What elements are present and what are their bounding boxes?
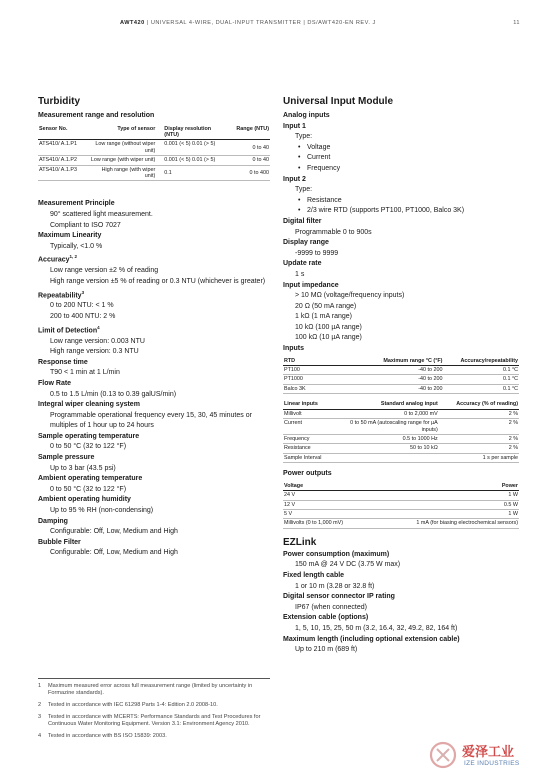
spec-value: Low range version: 0.003 NTU <box>50 337 145 345</box>
cell: -40 to 200 <box>349 384 443 393</box>
spec-value: IP67 (when connected) <box>295 603 367 611</box>
col-header: Linear inputs <box>283 400 344 409</box>
cell: 50 to 10 kΩ <box>344 444 438 453</box>
cell: Millivolts (0 to 1,000 mV) <box>283 519 377 528</box>
spec-value: Up to 3 bar (43.5 psi) <box>50 464 116 472</box>
spec-value: Up to 210 m (689 ft) <box>295 646 358 654</box>
spec-heading: Accuracy$^{1, 2}$ <box>38 254 78 264</box>
spec-heading: Power consumption (maximum) <box>283 550 390 558</box>
ezlink-specs <box>283 550 519 656</box>
spec-heading: Maximum Linearity <box>38 232 102 240</box>
cell: Current <box>283 419 344 435</box>
cell: -40 to 200 <box>349 375 443 384</box>
impedance-value: 1 kΩ (1 mA range) <box>295 313 352 321</box>
spec-heading: Limit of Detection$^4$ <box>38 324 100 334</box>
cell: Frequency <box>283 434 344 443</box>
cell: 12 V <box>283 500 377 509</box>
table-row <box>283 419 519 435</box>
spec-heading: Extension cable (options) <box>283 614 369 622</box>
cell-type: Low range (with wiper unit) <box>90 157 156 164</box>
spec-value: Low range version ±2 % of reading <box>50 267 159 275</box>
table-row <box>283 375 519 384</box>
table-row <box>283 491 519 500</box>
input1-type-item: • Voltage <box>283 143 519 154</box>
header-title: | UNIVERSAL 4-WIRE, DUAL-INPUT TRANSMITTER | DS/AWT420-EN REV. J <box>144 20 376 26</box>
cell: 0.1 °C <box>443 384 519 393</box>
spec-heading: Measurement Principle <box>38 200 115 208</box>
input2-type-item: • 2/3 wire RTD (supports PT100, PT1000, Balco 3K) <box>283 206 519 217</box>
input-impedance-heading: Input impedance <box>283 281 339 289</box>
spec-value: Compliant to ISO 7027 <box>50 221 121 229</box>
footnote <box>38 702 270 709</box>
cell: 2 % <box>439 409 519 418</box>
turbidity-specs <box>38 199 270 559</box>
table-row <box>283 409 519 418</box>
footnote <box>38 733 270 740</box>
cell: 2 % <box>439 434 519 443</box>
cell: 0 to 2,000 mV <box>344 409 438 418</box>
table-row <box>283 509 519 518</box>
cell: 2 % <box>439 444 519 453</box>
col-header: RTD <box>283 357 349 366</box>
page-header <box>120 20 520 26</box>
cell: 1 W <box>377 509 519 518</box>
spec-value: 90° scattered light measurement. <box>50 211 153 219</box>
footnote-text: Tested in accordance with MCERTS: Performance Standards and Test Procedures for Continuous Water Monitoring Equipment. Version 3.1: Environment Agency 2010. <box>48 714 261 727</box>
footnote <box>38 683 270 697</box>
input1-type-item: • Frequency <box>283 164 519 175</box>
table-row <box>283 500 519 509</box>
impedance-value: 100 kΩ (10 µA range) <box>295 334 362 342</box>
col-header: Maximum range °C (°F) <box>349 357 443 366</box>
spec-value: 200 to 400 NTU: 2 % <box>50 313 116 321</box>
spec-value: High range version ±5 % of reading or 0.3 NTU (whichever is greater) <box>50 277 266 285</box>
spec-heading: Digital sensor connector IP rating <box>283 593 395 601</box>
cell: 24 V <box>283 491 377 500</box>
table-row <box>38 140 270 156</box>
spec-heading: Flow Rate <box>38 379 72 387</box>
col-header: Display resolution (NTU) <box>156 125 216 140</box>
spec-heading: Sample pressure <box>38 454 95 462</box>
table-row <box>38 165 270 181</box>
spec-heading: Maximum length (including optional extension cable) <box>283 635 460 643</box>
col-header: Accuracy (% of reading) <box>439 400 519 409</box>
cell: PT1000 <box>283 375 349 384</box>
cell: 0.5 to 1000 Hz <box>344 434 438 443</box>
footnote-number: 3 <box>38 714 42 720</box>
spec-value: 0.5 to 1.5 L/min (0.13 to 0.39 galUS/min) <box>50 390 177 398</box>
header-product: AWT420 <box>120 20 145 26</box>
spec-heading: Ambient operating humidity <box>38 496 131 504</box>
display-range-heading: Display range <box>283 239 329 247</box>
table-row <box>283 519 519 528</box>
col-header: Accuracy/repeatability <box>443 357 519 366</box>
turbidity-table <box>38 125 270 182</box>
spec-heading: Fixed length cable <box>283 571 345 579</box>
spec-heading: Ambient operating temperature <box>38 475 143 483</box>
uim-title: Universal Input Module <box>283 96 394 107</box>
cell: Resistance <box>283 444 344 453</box>
col-header: Standard analog input <box>344 400 438 409</box>
spec-heading: Damping <box>38 517 68 525</box>
footnote-number: 2 <box>38 702 42 708</box>
cell: 1 W <box>377 491 519 500</box>
cell-resolution: 0.001 (< 5) 0.01 (> 5) <box>156 156 216 165</box>
cell-sensor: ATS410/ A.1.P1 <box>38 140 89 156</box>
cell: 1 mA (for biasing electrochemical sensors) <box>377 519 519 528</box>
power-outputs-heading: Power outputs <box>283 470 332 478</box>
spec-value: 150 mA @ 24 V DC (3.75 W max) <box>295 561 401 569</box>
cell: 5 V <box>283 509 377 518</box>
spec-value: 1 or 10 m (3.28 or 32.8 ft) <box>295 582 375 590</box>
cell-resolution: 0.1 <box>156 165 216 181</box>
cell: PT100 <box>283 366 349 375</box>
digital-filter-value: Programmable 0 to 900s <box>295 228 372 236</box>
footnote-text: Tested in accordance with IEC 61298 Parts 1-4: Edition 2.0 2008-10. <box>48 702 218 708</box>
impedance-value: 20 Ω (50 mA range) <box>295 302 357 310</box>
footnote-number: 1 <box>38 683 42 689</box>
spec-value: Programmable operational frequency every 15, 30, 45 minutes or multiples of 1 hour up to 24 hours <box>50 411 252 430</box>
cell-range: 0 to 40 <box>217 140 270 156</box>
cell: 0.5 W <box>377 500 519 509</box>
left-column <box>38 96 270 559</box>
watermark-en: IZE INDUSTRIES <box>464 760 520 767</box>
cell-sensor: ATS410/ A.1.P3 <box>38 165 89 181</box>
footnote-number: 4 <box>38 733 42 739</box>
cell <box>344 453 438 462</box>
watermark-cn: 爱泽工业 <box>462 745 515 760</box>
spec-value: 0 to 50 °C (32 to 122 °F) <box>50 443 127 451</box>
table-row <box>283 434 519 443</box>
cell: 0.1 °C <box>443 375 519 384</box>
footnote-text: Tested in accordance with BS ISO 15839: 2003. <box>48 733 167 739</box>
footnote <box>38 714 270 728</box>
update-rate-heading: Update rate <box>283 260 322 268</box>
col-header: Type of sensor <box>89 125 156 140</box>
linear-inputs-table <box>283 400 519 463</box>
page-number: 11 <box>513 20 520 26</box>
display-range-value: -9999 to 9999 <box>295 249 339 257</box>
cell: Millivolt <box>283 409 344 418</box>
spec-value: Up to 95 % RH (non-condensing) <box>50 507 154 515</box>
cell: 1 s per sample <box>439 453 519 462</box>
ize-logo-icon <box>428 740 458 770</box>
spec-value: Configurable: Off, Low, Medium and High <box>50 549 178 557</box>
turbidity-table-title: Measurement range and resolution <box>38 112 155 119</box>
cell-resolution: 0.001 (< 5) 0.01 (> 5) <box>156 140 216 156</box>
cell-range: 0 to 40 <box>217 156 270 165</box>
impedance-value: > 10 MΩ (voltage/frequency inputs) <box>295 292 405 300</box>
spec-heading: Bubble Filter <box>38 538 81 546</box>
cell-sensor: ATS410/ A.1.P2 <box>38 156 89 165</box>
cell: Balco 3K <box>283 384 349 393</box>
spec-heading: Sample operating temperature <box>38 432 140 440</box>
rtd-table <box>283 357 519 395</box>
cell: -40 to 200 <box>349 366 443 375</box>
analog-inputs-heading: Analog inputs <box>283 112 330 119</box>
right-column <box>283 96 519 656</box>
impedance-value: 10 kΩ (100 µA range) <box>295 323 362 331</box>
input2-heading: Input 2 <box>283 175 306 183</box>
spec-heading: Repeatability$^3$ <box>38 289 85 299</box>
cell-type: Low range (without wiper unit) <box>89 140 156 156</box>
col-header: Sensor No. <box>38 125 89 140</box>
ezlink-title: EZLink <box>283 536 317 548</box>
spec-value: 0 to 200 NTU: < 1 % <box>50 302 114 310</box>
cell-type: High range (with wiper unit) <box>89 165 156 181</box>
power-outputs-table <box>283 482 519 529</box>
cell: 0.1 °C <box>443 366 519 375</box>
inputs-heading: Inputs <box>283 345 304 353</box>
spec-value: High range version: 0.3 NTU <box>50 348 139 356</box>
turbidity-title: Turbidity <box>38 96 81 107</box>
spec-heading: Response time <box>38 358 88 366</box>
spec-value: 0 to 50 °C (32 to 122 °F) <box>50 485 127 493</box>
input1-heading: Input 1 <box>283 122 306 130</box>
spec-value: T90 < 1 min at 1 L/min <box>50 369 120 377</box>
input2-type-item: • Resistance <box>283 196 519 207</box>
cell: Sample Interval <box>283 453 344 462</box>
table-row <box>283 366 519 375</box>
digital-filter-heading: Digital filter <box>283 217 322 225</box>
cell-range: 0 to 400 <box>217 165 270 181</box>
footnote-text: Maximum measured error across full measurement range (limited by uncertainty in Formazine standards). <box>48 683 253 696</box>
col-header: Voltage <box>283 482 377 491</box>
table-row <box>38 156 270 165</box>
input1-type-label: Type: <box>295 133 313 141</box>
col-header: Power <box>377 482 519 491</box>
input2-type-label: Type: <box>295 186 313 194</box>
spec-value: Configurable: Off, Low, Medium and High <box>50 528 178 536</box>
cell: 2 % <box>439 419 519 435</box>
watermark <box>428 740 540 774</box>
table-row <box>283 444 519 453</box>
spec-value: 1, 5, 10, 15, 25, 50 m (3.2, 16.4, 32, 49.2, 82, 164 ft) <box>295 624 458 632</box>
table-row <box>283 453 519 462</box>
update-rate-value: 1 s <box>295 270 305 278</box>
spec-value: Typically, <1.0 % <box>50 242 103 250</box>
cell: 0 to 50 mA (autoscaling range for µA inputs) <box>344 419 438 435</box>
col-header: Range (NTU) <box>217 125 270 140</box>
footnotes <box>38 678 270 745</box>
input1-type-item: • Current <box>283 153 519 164</box>
spec-heading: Integral wiper cleaning system <box>38 401 140 409</box>
table-row <box>283 384 519 393</box>
